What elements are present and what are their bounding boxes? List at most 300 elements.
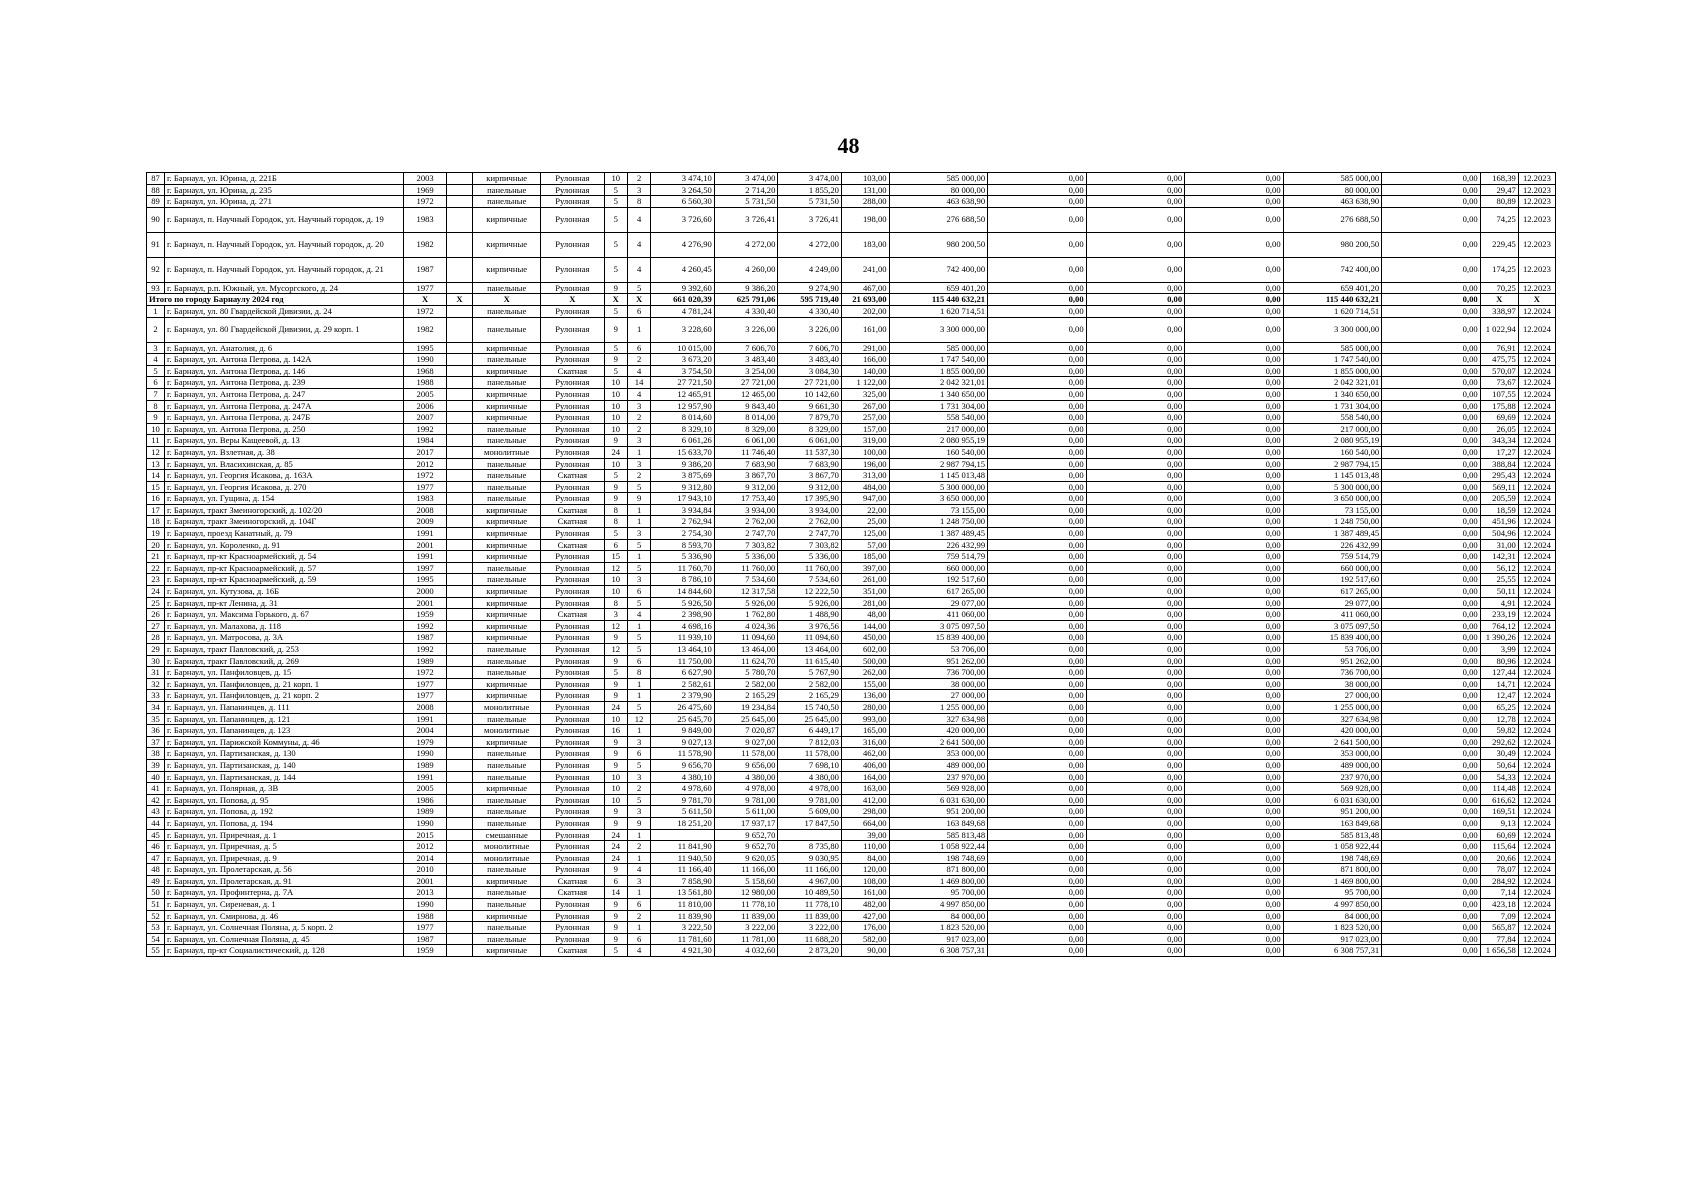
cell-year: 1986: [404, 794, 446, 806]
cell-own: 1 058 922,44: [1283, 841, 1382, 853]
cell-total: 617 265,00: [889, 586, 988, 598]
cell-a1: 4 380,10: [651, 771, 715, 783]
cell-year: 2006: [404, 400, 446, 412]
table-row: [147, 852, 1556, 864]
cell-f2: 0,00: [1086, 173, 1185, 185]
cell-year: 2013: [404, 887, 446, 899]
cell-res: 1 122,00: [841, 377, 889, 389]
table-row: [147, 597, 1556, 609]
cell-f3: 0,00: [1185, 516, 1284, 528]
cell-f3: 0,00: [1185, 493, 1284, 505]
cell-x1: [446, 388, 472, 400]
cell-x1: [446, 493, 472, 505]
cell-addr: г. Барнаул, ул. Партизанская, д. 144: [165, 771, 404, 783]
cell-addr: г. Барнаул, ул. Антона Петрова, д. 247А: [165, 400, 404, 412]
cell-wall: кирпичные: [473, 528, 541, 540]
cell-date: 12.2023: [1518, 173, 1555, 185]
cell-total: 585 813,48: [889, 829, 988, 841]
cell-own: 115 440 632,21: [1283, 294, 1382, 306]
cell-own: 659 401,20: [1283, 282, 1382, 294]
cell-year: 1972: [404, 667, 446, 679]
cell-f1: 0,00: [988, 282, 1087, 294]
cell-f1: 0,00: [988, 748, 1087, 760]
cell-a2: 4 024,36: [714, 620, 778, 632]
cell-n: 24: [147, 586, 165, 598]
cell-wall: панельные: [473, 667, 541, 679]
cell-a1: 11 760,70: [651, 562, 715, 574]
table-row: [147, 551, 1556, 563]
cell-f1: 0,00: [988, 562, 1087, 574]
cell-fl: 10: [604, 771, 627, 783]
cell-res: 48,00: [841, 609, 889, 621]
cell-own: 27 000,00: [1283, 690, 1382, 702]
cell-a3: 2 762,00: [778, 516, 842, 528]
cell-x1: [446, 539, 472, 551]
cell-a2: 5 158,60: [714, 875, 778, 887]
cell-roof: Рулонная: [541, 435, 605, 447]
cell-a1: 11 839,90: [651, 910, 715, 922]
cell-unit: 423,18: [1480, 899, 1518, 911]
cell-a3: 1 855,20: [778, 184, 842, 196]
cell-a3: 11 839,00: [778, 910, 842, 922]
cell-wall: X: [473, 294, 541, 306]
cell-own: 2 042 321,01: [1283, 377, 1382, 389]
cell-res: 176,00: [841, 922, 889, 934]
cell-en: 2: [627, 841, 650, 853]
cell-f3: 0,00: [1185, 841, 1284, 853]
cell-n: 37: [147, 736, 165, 748]
cell-a1: 8 329,10: [651, 423, 715, 435]
cell-date: 12.2024: [1518, 736, 1555, 748]
cell-a2: 12 317,58: [714, 586, 778, 598]
cell-n: 21: [147, 551, 165, 563]
cell-fl: 10: [604, 794, 627, 806]
cell-f1: 0,00: [988, 342, 1087, 354]
cell-x1: [446, 504, 472, 516]
cell-a2: 9 312,00: [714, 481, 778, 493]
cell-total: 53 706,00: [889, 644, 988, 656]
cell-fl: 5: [604, 232, 627, 257]
cell-own: 29 077,00: [1283, 597, 1382, 609]
table-row: [147, 910, 1556, 922]
cell-f1: 0,00: [988, 377, 1087, 389]
cell-fl: 24: [604, 446, 627, 458]
cell-wall: кирпичные: [473, 678, 541, 690]
cell-a3: 11 537,30: [778, 446, 842, 458]
cell-fl: 24: [604, 841, 627, 853]
cell-res: 319,00: [841, 435, 889, 447]
cell-f3: 0,00: [1185, 282, 1284, 294]
cell-f1: 0,00: [988, 736, 1087, 748]
cell-date: 12.2024: [1518, 481, 1555, 493]
cell-fl: 9: [604, 481, 627, 493]
cell-f2: 0,00: [1086, 342, 1185, 354]
cell-x1: [446, 817, 472, 829]
cell-wall: панельные: [473, 305, 541, 317]
cell-unit: 9,13: [1480, 817, 1518, 829]
cell-f4: 0,00: [1382, 317, 1481, 342]
cell-f1: 0,00: [988, 829, 1087, 841]
cell-wall: панельные: [473, 655, 541, 667]
cell-own: 3 650 000,00: [1283, 493, 1382, 505]
cell-fl: 9: [604, 933, 627, 945]
cell-en: 5: [627, 759, 650, 771]
cell-f1: 0,00: [988, 806, 1087, 818]
cell-unit: 78,07: [1480, 864, 1518, 876]
cell-addr: г. Барнаул, ул. Попова, д. 192: [165, 806, 404, 818]
cell-date: 12.2024: [1518, 412, 1555, 424]
cell-unit: 142,31: [1480, 551, 1518, 563]
cell-f3: 0,00: [1185, 365, 1284, 377]
cell-f3: 0,00: [1185, 232, 1284, 257]
cell-own: 1 731 304,00: [1283, 400, 1382, 412]
cell-fl: 5: [604, 667, 627, 679]
table-row: [147, 945, 1556, 957]
cell-fl: X: [604, 294, 627, 306]
cell-date: 12.2024: [1518, 435, 1555, 447]
table-row: [147, 875, 1556, 887]
cell-f2: 0,00: [1086, 435, 1185, 447]
cell-fl: 9: [604, 736, 627, 748]
cell-date: 12.2024: [1518, 620, 1555, 632]
cell-x1: [446, 678, 472, 690]
cell-a2: 8 329,00: [714, 423, 778, 435]
cell-x1: [446, 173, 472, 185]
housing-repair-table: [146, 172, 1556, 957]
cell-a2: 7 683,90: [714, 458, 778, 470]
cell-f2: 0,00: [1086, 933, 1185, 945]
cell-addr: г. Барнаул, р.п. Южный, ул. Мусоргского, д. 24: [165, 282, 404, 294]
cell-year: 1990: [404, 354, 446, 366]
cell-addr: г. Барнаул, ул. Пролетарская, д. 91: [165, 875, 404, 887]
cell-addr: г. Барнаул, тракт Павловский, д. 269: [165, 655, 404, 667]
table-row: [147, 701, 1556, 713]
cell-a1: 11 810,00: [651, 899, 715, 911]
cell-own: 53 706,00: [1283, 644, 1382, 656]
cell-fl: 5: [604, 305, 627, 317]
cell-f2: 0,00: [1086, 377, 1185, 389]
cell-x1: [446, 586, 472, 598]
table-row: [147, 841, 1556, 853]
cell-date: 12.2024: [1518, 713, 1555, 725]
cell-res: 450,00: [841, 632, 889, 644]
cell-res: 22,00: [841, 504, 889, 516]
cell-unit: 74,25: [1480, 207, 1518, 232]
cell-year: 1972: [404, 470, 446, 482]
cell-year: 2000: [404, 586, 446, 598]
cell-f4: 0,00: [1382, 678, 1481, 690]
cell-total: 660 000,00: [889, 562, 988, 574]
cell-fl: 6: [604, 539, 627, 551]
cell-n: 93: [147, 282, 165, 294]
cell-a3: 7 303,82: [778, 539, 842, 551]
cell-f3: 0,00: [1185, 470, 1284, 482]
cell-own: 73 155,00: [1283, 504, 1382, 516]
cell-f2: 0,00: [1086, 586, 1185, 598]
cell-f4: 0,00: [1382, 257, 1481, 282]
cell-x1: [446, 458, 472, 470]
cell-total: 411 060,00: [889, 609, 988, 621]
cell-a1: 13 561,80: [651, 887, 715, 899]
cell-a3: 4 380,00: [778, 771, 842, 783]
cell-x1: [446, 481, 472, 493]
cell-a2: 19 234,84: [714, 701, 778, 713]
table-row: [147, 412, 1556, 424]
cell-f1: 0,00: [988, 875, 1087, 887]
table-row: [147, 184, 1556, 196]
cell-f3: 0,00: [1185, 922, 1284, 934]
table-row: [147, 173, 1556, 185]
cell-addr: г. Барнаул, ул. Матросова, д. 3А: [165, 632, 404, 644]
cell-f1: 0,00: [988, 632, 1087, 644]
cell-date: 12.2024: [1518, 446, 1555, 458]
cell-year: 2015: [404, 829, 446, 841]
cell-year: 2003: [404, 173, 446, 185]
cell-own: 353 000,00: [1283, 748, 1382, 760]
table-row: [147, 435, 1556, 447]
cell-a2: 2 582,00: [714, 678, 778, 690]
cell-x1: [446, 644, 472, 656]
cell-roof: Рулонная: [541, 388, 605, 400]
cell-a1: 10 015,00: [651, 342, 715, 354]
cell-roof: Рулонная: [541, 620, 605, 632]
cell-total: 951 200,00: [889, 806, 988, 818]
cell-unit: 284,92: [1480, 875, 1518, 887]
cell-fl: 12: [604, 620, 627, 632]
cell-res: 144,00: [841, 620, 889, 632]
cell-a3: 7 879,70: [778, 412, 842, 424]
cell-en: 3: [627, 875, 650, 887]
cell-year: 2005: [404, 783, 446, 795]
cell-roof: Рулонная: [541, 829, 605, 841]
cell-x1: [446, 354, 472, 366]
cell-f2: 0,00: [1086, 400, 1185, 412]
cell-a3: 7 606,70: [778, 342, 842, 354]
cell-total: 3 650 000,00: [889, 493, 988, 505]
cell-n: 20: [147, 539, 165, 551]
cell-total: 917 023,00: [889, 933, 988, 945]
table-row: [147, 644, 1556, 656]
cell-x1: [446, 207, 472, 232]
cell-own: 1 747 540,00: [1283, 354, 1382, 366]
cell-roof: Скатная: [541, 516, 605, 528]
table-row: [147, 423, 1556, 435]
cell-addr: г. Барнаул, ул. Гущина, д. 154: [165, 493, 404, 505]
cell-f4: 0,00: [1382, 829, 1481, 841]
cell-en: 2: [627, 354, 650, 366]
cell-date: 12.2024: [1518, 317, 1555, 342]
cell-a3: 2 165,29: [778, 690, 842, 702]
cell-f2: 0,00: [1086, 412, 1185, 424]
cell-addr: г. Барнаул, пр-кт Красноармейский, д. 59: [165, 574, 404, 586]
cell-en: 3: [627, 400, 650, 412]
cell-f4: 0,00: [1382, 875, 1481, 887]
cell-res: 241,00: [841, 257, 889, 282]
cell-en: 4: [627, 232, 650, 257]
cell-wall: панельные: [473, 864, 541, 876]
cell-f3: 0,00: [1185, 725, 1284, 737]
cell-en: 1: [627, 887, 650, 899]
cell-fl: 10: [604, 388, 627, 400]
table-row: [147, 282, 1556, 294]
cell-res: 120,00: [841, 864, 889, 876]
cell-a1: 5 926,50: [651, 597, 715, 609]
cell-res: 161,00: [841, 317, 889, 342]
cell-en: 6: [627, 655, 650, 667]
cell-f4: 0,00: [1382, 817, 1481, 829]
cell-n: 29: [147, 644, 165, 656]
cell-a2: 7 606,70: [714, 342, 778, 354]
cell-f1: 0,00: [988, 690, 1087, 702]
cell-a3: 6 061,00: [778, 435, 842, 447]
cell-year: 1984: [404, 435, 446, 447]
cell-a2: 4 032,60: [714, 945, 778, 957]
cell-x1: [446, 365, 472, 377]
cell-res: 108,00: [841, 875, 889, 887]
cell-f3: 0,00: [1185, 377, 1284, 389]
cell-a3: 12 222,50: [778, 586, 842, 598]
table-row: [147, 586, 1556, 598]
cell-f4: 0,00: [1382, 806, 1481, 818]
cell-a1: 5 336,90: [651, 551, 715, 563]
cell-addr: г. Барнаул, ул. Малахова, д. 118: [165, 620, 404, 632]
cell-a2: 4 272,00: [714, 232, 778, 257]
cell-fl: 8: [604, 504, 627, 516]
cell-unit: 70,25: [1480, 282, 1518, 294]
cell-addr: г. Барнаул, пр-кт Красноармейский, д. 54: [165, 551, 404, 563]
cell-f1: 0,00: [988, 481, 1087, 493]
cell-x1: [446, 609, 472, 621]
cell-year: 1959: [404, 609, 446, 621]
cell-total: 38 000,00: [889, 678, 988, 690]
cell-unit: 69,69: [1480, 412, 1518, 424]
cell-f4: 0,00: [1382, 725, 1481, 737]
cell-f1: 0,00: [988, 945, 1087, 957]
cell-f4: 0,00: [1382, 458, 1481, 470]
cell-year: 1959: [404, 945, 446, 957]
cell-res: 281,00: [841, 597, 889, 609]
cell-f2: 0,00: [1086, 574, 1185, 586]
cell-f1: 0,00: [988, 354, 1087, 366]
cell-a2: 3 726,41: [714, 207, 778, 232]
table-row: [147, 574, 1556, 586]
cell-en: 8: [627, 667, 650, 679]
table-row: [147, 207, 1556, 232]
cell-roof: Рулонная: [541, 342, 605, 354]
cell-res: 185,00: [841, 551, 889, 563]
cell-total: 163 849,68: [889, 817, 988, 829]
cell-year: 2007: [404, 412, 446, 424]
cell-year: 1995: [404, 342, 446, 354]
cell-addr: г. Барнаул, ул. Полярная, д. 3В: [165, 783, 404, 795]
cell-a1: 2 398,90: [651, 609, 715, 621]
cell-own: 558 540,00: [1283, 412, 1382, 424]
cell-unit: 569,11: [1480, 481, 1518, 493]
cell-n: 36: [147, 725, 165, 737]
cell-unit: 29,47: [1480, 184, 1518, 196]
cell-fl: 12: [604, 644, 627, 656]
cell-wall: панельные: [473, 435, 541, 447]
cell-f2: 0,00: [1086, 257, 1185, 282]
cell-addr: г. Барнаул, тракт Змеиногорский, д. 102/20: [165, 504, 404, 516]
cell-a1: 3 875,69: [651, 470, 715, 482]
cell-year: 1977: [404, 678, 446, 690]
cell-f2: 0,00: [1086, 388, 1185, 400]
table-row: [147, 829, 1556, 841]
cell-n: 26: [147, 609, 165, 621]
cell-date: 12.2024: [1518, 910, 1555, 922]
cell-own: 3 075 097,50: [1283, 620, 1382, 632]
cell-roof: Рулонная: [541, 794, 605, 806]
cell-unit: 3,99: [1480, 644, 1518, 656]
cell-a1: 27 721,50: [651, 377, 715, 389]
cell-roof: Рулонная: [541, 841, 605, 853]
cell-roof: Рулонная: [541, 481, 605, 493]
cell-a3: 2 747,70: [778, 528, 842, 540]
cell-a1: 26 475,60: [651, 701, 715, 713]
cell-a3: 7 683,90: [778, 458, 842, 470]
cell-addr: г. Барнаул, пр-кт Ленина, д. 31: [165, 597, 404, 609]
table-row: [147, 864, 1556, 876]
cell-fl: 9: [604, 678, 627, 690]
cell-own: 38 000,00: [1283, 678, 1382, 690]
cell-year: 1989: [404, 655, 446, 667]
cell-addr: г. Барнаул, ул. Партизанская, д. 140: [165, 759, 404, 771]
cell-roof: Рулонная: [541, 597, 605, 609]
cell-a3: 2 873,20: [778, 945, 842, 957]
cell-wall: кирпичные: [473, 539, 541, 551]
cell-year: 1969: [404, 184, 446, 196]
cell-res: 196,00: [841, 458, 889, 470]
cell-a3: 11 166,00: [778, 864, 842, 876]
cell-n: 49: [147, 875, 165, 887]
cell-own: 742 400,00: [1283, 257, 1382, 282]
cell-x1: [446, 305, 472, 317]
cell-f1: 0,00: [988, 317, 1087, 342]
cell-f4: 0,00: [1382, 354, 1481, 366]
cell-total: 80 000,00: [889, 184, 988, 196]
table-row: [147, 609, 1556, 621]
cell-roof: Скатная: [541, 365, 605, 377]
cell-f1: 0,00: [988, 783, 1087, 795]
cell-own: 617 265,00: [1283, 586, 1382, 598]
cell-f3: 0,00: [1185, 736, 1284, 748]
cell-f2: 0,00: [1086, 852, 1185, 864]
cell-total: 1 145 013,48: [889, 470, 988, 482]
cell-addr: г. Барнаул, ул. Парижской Коммуны, д. 46: [165, 736, 404, 748]
cell-en: 3: [627, 736, 650, 748]
cell-date: 12.2024: [1518, 562, 1555, 574]
cell-a3: [778, 829, 842, 841]
cell-roof: Рулонная: [541, 783, 605, 795]
cell-res: 163,00: [841, 783, 889, 795]
cell-f3: 0,00: [1185, 759, 1284, 771]
cell-total: 276 688,50: [889, 207, 988, 232]
cell-a1: 12 465,91: [651, 388, 715, 400]
cell-date: 12.2024: [1518, 748, 1555, 760]
cell-date: 12.2024: [1518, 817, 1555, 829]
cell-fl: 10: [604, 783, 627, 795]
cell-n: 10: [147, 423, 165, 435]
cell-f2: 0,00: [1086, 713, 1185, 725]
cell-f4: 0,00: [1382, 632, 1481, 644]
cell-f4: 0,00: [1382, 539, 1481, 551]
cell-a1: 2 582,61: [651, 678, 715, 690]
cell-addr: г. Барнаул, ул. Сиреневая, д. 1: [165, 899, 404, 911]
cell-a1: 2 754,30: [651, 528, 715, 540]
cell-f4: 0,00: [1382, 713, 1481, 725]
cell-en: 2: [627, 910, 650, 922]
